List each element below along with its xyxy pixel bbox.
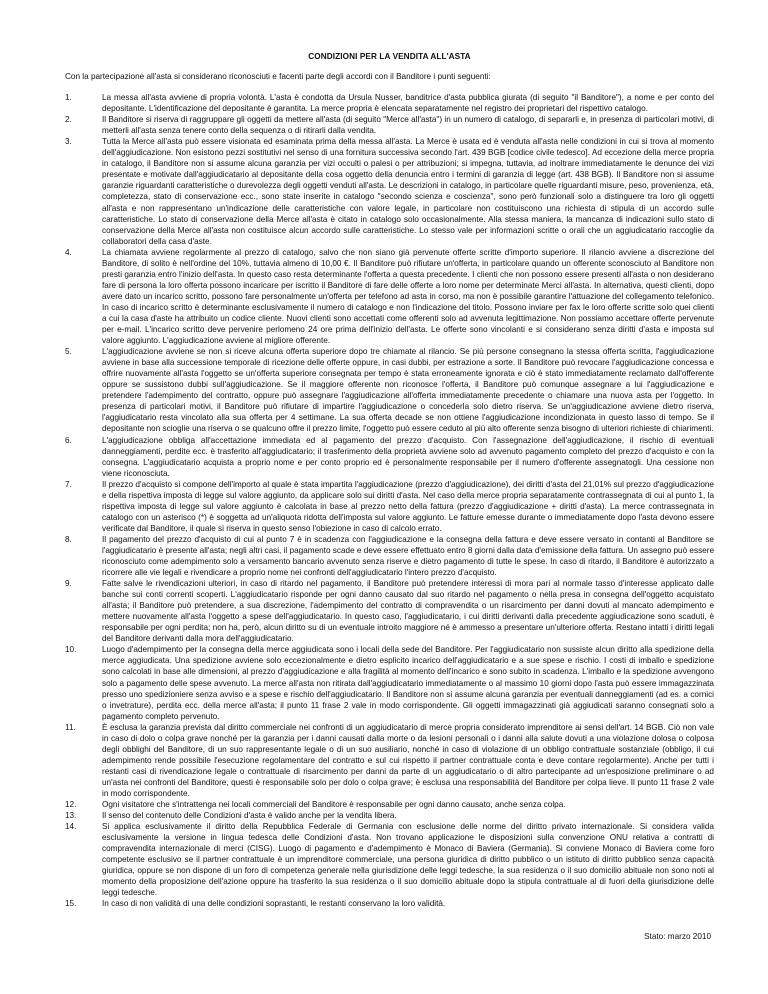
clause-item [65, 722, 714, 799]
clause-text: La chiamata avviene regolarmente al prezzo di catalogo, salvo che non siano già pervenute offerte scritte d'importo superiore. Il rilancio avviene a discrezione del Banditore, di solito è nell'ordine del 10%, tuttavia almeno di 10,00 €. Il Banditore può rifiutare un'offerta, in particolare quando un offerente sconosciuto al Banditore non presti garanzia entro l'inizio dell'asta. In questo caso resta determinante l'offerta a questa precedente. I clienti che non possono essere presenti all'asta o non desiderano fare di persona la loro offerta possono incaricare per iscritto il Banditore di fare delle offerte a loro nome per determinate Merci all'asta. In alternativa, questi clienti, dopo avere dato un incarico scritto, possono fare personalmente un'offerta per telefono ad asta in corso, ma non è possibile garantire l'attuazione del collegamento telefonico. In caso di incarico scritto è determinante esclusivamente il numero di catalogo e non l'indicazione del titolo. Possono inviare per fax le loro offerte scritte solo quei clienti a cui la casa d'aste ha attribuito un codice cliente. Nuovi clienti sono accettati come offerenti solo ad avvenuta legittimazione. Non possiamo accettare offerte pervenute per e-mail. L'incarico scritto deve pervenire perlomeno 24 ore prima dell'inizio dell'asta. Le offerte sono vincolanti e si considerano senza diritti d'asta e imposta sul valore aggiunto. L'aggiudicazione avviene al migliore offerente. [102, 247, 714, 346]
clause-text: Il prezzo d'acquisto si compone dell'importo al quale è stata impartita l'aggiudicazione (prezzo d'aggiudicazione), dei diritti d'asta del 21,01% sul prezzo d'aggiudicazione e della rispettiva imposta di legge sul valore aggiunto, da applicare solo sui diritti d'asta. Nel caso della merce propria separatamente contrassegnata di cui al punto 1, la rispettiva imposta di legge sul valore aggiunto è calcolata in base al prezzo netto della fattura (prezzo d'aggiudicazione + diritti d'asta). La merce contrassegnata in catalogo con un asterisco (*) è soggetta ad un'aliquota ridotta dell'imposta sul valore aggiunto. Le fatture emesse durante o immediatamente dopo l'asta devono essere verificate dal Banditore, il quale si riserva in questo senso l'obiezione in caso di calcolo errato. [102, 479, 714, 533]
clause-item [65, 644, 714, 721]
clause-item [65, 435, 714, 479]
clause-item [65, 810, 714, 821]
clause-number: 8. [65, 534, 72, 544]
clause-item [65, 92, 714, 114]
clause-item [65, 821, 714, 898]
clause-number: 9. [65, 579, 72, 589]
clause-number: 4. [65, 247, 72, 257]
clause-text: Ogni visitatore che s'intrattenga nei locali commerciali del Banditore è responsabile per ogni danno causato, anche senza colpa. [102, 800, 566, 810]
clause-number: 1. [65, 93, 72, 103]
clause-number: 14. [65, 822, 77, 832]
clause-item [65, 479, 714, 534]
clause-number: 13. [65, 811, 77, 821]
clause-text: L'aggiudicazione obbliga all'accettazione immediata ed al pagamento del prezzo d'acquisto. Con l'assegnazione dell'aggiudicazione, il rischio di eventuali danneggiamenti, perdite ecc. è trasferito all'aggiudicatario; il trasferimento della proprietà avviene solo ad avvenuto pagamento completo del prezzo d'acquisto e con la consegna. L'aggiudicatario acquista a proprio nome e per conto proprio ed è personalmente responsabile per il numero d'offerente assegnatogli. Una cessione non viene riconosciuta. [102, 435, 714, 478]
clause-text: Tutta la Merce all'asta può essere visionata ed esaminata prima della messa all'asta. La Merce è usata ed è venduta all'asta nelle condizioni in cui si trova al momento dell'aggiudicazione. Non esistono pezzi sostitutivi nel senso di una fornitura successiva secondo l'art. 439 BGB [codice civile tedesco]. Ad eccezione della merce propria in catalogo, il Banditore non si assume alcuna garanzia per vizi occulti o palesi o per attribuzioni; si impegna, tuttavia, ad inoltrare immediatamente le denunce dei vizi presentate e motivate dall'aggiudicatario al depositante della cosa oggetto della denuncia entro i termini di garanzia di legge (art. 438 BGB). Il Banditore non si assume garanzie riguardanti caratteristiche o durevolezza degli oggetti venduti all'asta. Le descrizioni in catalogo, in particolare quelle riguardanti misure, peso, provenienza, età, completezza, stato di conservazione ecc., sono state inserite in catalogo "secondo scienza e coscienza", sono però funzionali solo a distinguere tra loro gli oggetti all'asta e non rappresentano un'indicazione delle caratteristiche con valore legale, in particolare non costituiscono una richiesta di stipula di un accordo sulle caratteristiche. Lo stato di conservazione della Merce all'asta è citato in catalogo solo occasionalmente. Alla stessa maniera, la mancanza di indicazioni sullo stato di conservazione della Merce all'asta non costituisce alcun accordo sulle caratteristiche. Lo stesso vale per informazioni scritte o orali che un aggiudicatario raccoglie da collaboratori della casa d'aste. [102, 137, 714, 246]
clause-text: La messa all'asta avviene di propria volontà. L'asta è condotta da Ursula Nusser, banditrice d'asta pubblica giurata (di seguito "il Banditore"), a nome e per conto del depositante. L'identificazione del depositante è garantita. La merce propria è elencata separatamente nel registro dei proprietari del rispettivo catalogo. [102, 93, 714, 114]
clause-text: Il pagamento del prezzo d'acquisto di cui al punto 7 è in scadenza con l'aggiudicazione e la consegna della fattura e deve essere versato in contanti al Banditore se l'aggiudicatario è presente all'asta; negli altri casi, il pagamento scade e deve essere effettuato entro 8 giorni dalla data d'emissione della fattura. Un assegno può essere riconosciuto come adempimento solo a versamento bancario avvenuto senza riserve e dietro pagamento di tutte le spese. In caso di ritardo, il Banditore è autorizzato a ricorrere alle vie legali e rivendicare a proprio nome nei confronti dell'aggiudicatario l'intero prezzo d'acquisto. [102, 534, 714, 578]
clause-number: 12. [65, 800, 77, 810]
clause-item [65, 898, 714, 909]
clause-text: Il senso del contenuto delle Condizioni d'asta è valido anche per la vendita libera. [102, 811, 397, 821]
clause-number: 11. [65, 722, 76, 732]
clause-number: 7. [65, 479, 72, 489]
clause-number: 10. [65, 645, 77, 655]
clause-text: Fatte salve le rivendicazioni ulteriori, in caso di ritardo nel pagamento, il Banditore può pretendere interessi di mora pari al normale tasso d'interesse applicato dalle banche sui conti correnti scoperti. L'aggiudicatario risponde per ogni danno causato dal suo ritardo nel pagamento o nella presa in consegna dell'oggetto acquistato all'asta; il Banditore può pretendere, a sua discrezione, l'adempimento del contratto di compravendita o un risarcimento per danni dovuti al mancato adempimento e mettere nuovamente all'asta l'oggetto a spese dell'aggiudicatario. In questo caso, l'aggiudicatario, i cui diritti derivanti dalla precedente aggiudicazione sono scaduti, è responsabile per ogni perdita; non ha, però, alcun diritto su di un eventuale introito maggiore né è ammesso a presentare un'ulteriore offerta. Restano intatti i diritti legali del Banditore derivanti dalla mora dell'aggiudicatario. [102, 579, 714, 644]
clauses-list [65, 92, 714, 909]
clause-text: In caso di non validità di una delle condizioni soprastanti, le restanti conservano la loro validità. [102, 899, 446, 909]
clause-number: 5. [65, 347, 72, 357]
clause-number: 3. [65, 137, 72, 147]
clause-item [65, 247, 714, 346]
clause-text: Luogo d'adempimento per la consegna della merce aggiudicata sono i locali della sede del Banditore. Per l'aggiudicatario non sussiste alcun diritto alla spedizione della merce aggiudicata. Una spedizione avviene solo eccezionalmente e dietro esplicito incarico dell'aggiudicatario e a sue spese e rischio. I costi di imballo e spedizione sono calcolati in base alle dimensioni, al prezzo d'aggiudicazione e alla fragilità al momento dell'incarico e sono subito in scadenza. L'imballo e la spedizione avvengono solo a pagamento delle spese avvenuto. La merce all'asta non ritirata dall'aggiudicatario immediatamente o al massimo 10 giorni dopo l'asta può essere immagazzinata presso uno spedizioniere senza avviso e a spese e rischio dell'aggiudicatario. Il Banditore non si assume alcuna garanzia per eventuali danneggiamenti (ad es. a cornici o invetrature), perdita ecc. della merce all'asta; il punto 11 frase 2 vale in modo corrispondente. Gli oggetti immagazzinati già aggiudicati saranno consegnati solo a pagamento completo pervenuto. [102, 645, 714, 721]
status-date: Stato: marzo 2010 [644, 932, 711, 941]
page-title: CONDIZIONI PER LA VENDITA ALL'ASTA [308, 52, 471, 61]
clause-text: Il Banditore si riserva di raggruppare gli oggetti da mettere all'asta (di seguito "Merce all'asta") in un numero di catalogo, di separarli e, in presenza di particolari motivi, di metterli all'asta senza tenere conto della sequenza o di ritirarli dalla vendita. [102, 115, 714, 136]
clause-text: Si applica esclusivamente il diritto della Repubblica Federale di Germania con esclusione delle norme del diritto privato internazionale. Si considera valida esclusivamente la versione in lingua tedesca delle Condizioni d'asta. Non trovano applicazione le disposizioni sulla convenzione ONU relativa a contratti di compravendita internazionale di merci (CISG). Luogo di pagamento e d'adempimento è Monaco di Baviera (Germania). Si conviene Monaco di Baviera come foro competente esclusivo se il partner contrattuale è un imprenditore commerciale, una persona giuridica di diritto pubblico o un istituto di diritto pubblico senza capacità giuridica, oppure se non dispone di un foro di competenza generale nella giurisdizione delle leggi tedesche, la sua residenza o il suo domicilio abituale non sono noti al momento della proposizione dell'azione oppure ha trasferito la sua residenza o il suo domicilio abituale dopo la stipula contrattuale al di fuori della giurisdizione delle leggi tedesche. [102, 822, 714, 898]
clause-text: È esclusa la garanzia prevista dal diritto commerciale nei confronti di un aggiudicatario di merce propria considerato imprenditore ai sensi dell'art. 14 BGB. Ciò non vale in caso di dolo o colpa grave nonché per la garanzia per i danni causati dalla morte o da lesioni personali o i danni alla salute dovuti a una violazione dolosa o colposa degli obblighi del Banditore, di un suo rappresentante legale o di un suo ausiliario, nonché in caso di violazione di un obbligo contrattuale sostanziale (obbligo, il cui adempimento rende possibile l'esecuzione regolamentare del contratto e sul cui rispetto il partner contrattuale conta e deve contare regolarmente). Anche per tutti i restanti casi di rivendicazione legale o contrattuale di risarcimento per danni da parte di un aggiudicatario o di altro partecipante ad un'esposizione preliminare o ad un'asta nei confronti del Banditore, questi è responsabile solo per dolo o colpa grave; è esclusa una responsabilità del Banditore per colpa lieve. Il punto 11 frase 2 vale in modo corrispondente. [102, 722, 714, 798]
clause-number: 15. [65, 899, 77, 909]
clause-text: L'aggiudicazione avviene se non si riceve alcuna offerta superiore dopo tre chiamate al rilancio. Se più persone consegnano la stessa offerta scritta, l'aggiudicazione avviene in base alla successione temporale di ricezione delle offerte oppure, in casi dubbi, per estrazione a sorte. Il Banditore può revocare l'aggiudicazione concessa e offrire nuovamente all'asta l'oggetto se un'offerta superiore consegnata per tempo è stata erroneamente ignorata e ciò è stato immediatamente reclamato dall'offerente oppure se sussistono dubbi sull'aggiudicazione. Se il maggiore offerente non riconosce l'offerta, il Banditore può comunque assegnare a lui l'aggiudicazione e pretendere l'adempimento del contratto, oppure può assegnare l'aggiudicazione all'offerta immediatamente precedente o chiamare una nuova asta per l'oggetto. In presenza di particolari motivi, il Banditore può rifiutare di impartire l'aggiudicazione o concederla solo dietro riserva. Se un'aggiudicazione avviene dietro riserva, l'aggiudicatario resta vincolato alla sua offerta per 4 settimane. La sua offerta decade se non ottiene l'aggiudicazione incondizionata in questo lasso di tempo. Se il depositante non scioglie una riserva o se qualcuno offre il prezzo limite, l'oggetto può essere ceduto al più alto offerente senza bisogno di ulteriori richieste di chiarimenti. [102, 347, 714, 434]
clause-item [65, 136, 714, 246]
clause-item [65, 346, 714, 434]
intro-paragraph: Con la partecipazione all'asta si considerano riconosciuti e facenti parte degli accordi con il Banditore i punti seguenti: [65, 72, 491, 81]
clause-item [65, 114, 714, 136]
clause-item [65, 578, 714, 644]
clause-item [65, 799, 714, 810]
clause-item [65, 534, 714, 578]
clause-number: 2. [65, 115, 72, 125]
clause-number: 6. [65, 435, 72, 445]
